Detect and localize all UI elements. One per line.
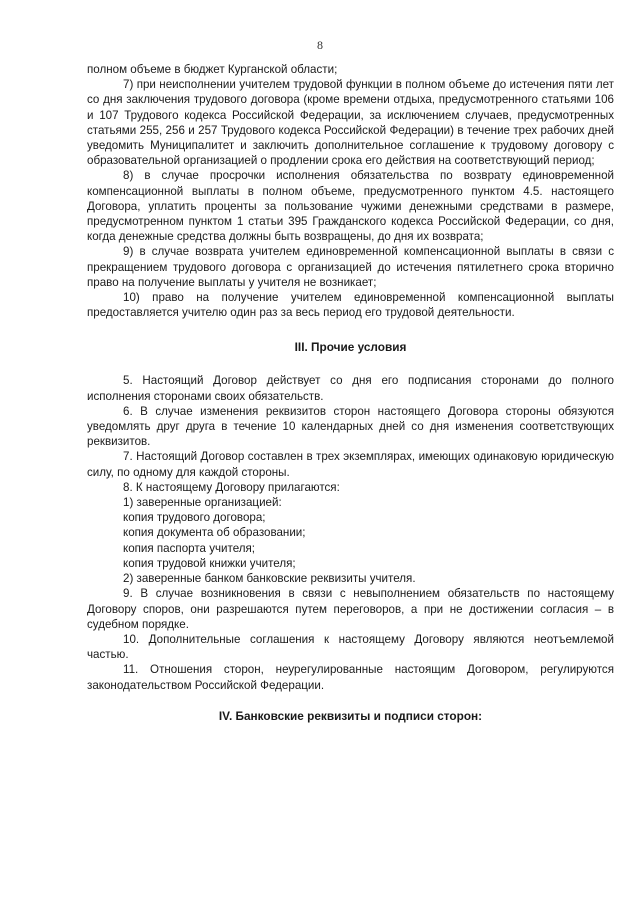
attachment-list-item: 1) заверенные организацией: [123,496,282,510]
attachment-list-item: копия документа об образовании; [123,526,306,540]
item-5: 5. Настоящий Договор действует со дня его подписания сторонами до полного исполнения сторонами своих обязательств. [87,374,614,403]
item-11: 11. Отношения сторон, неурегулированные настоящим Договором, регулируются законодательством Российской Федерации. [87,663,614,692]
item-8: 8. К настоящему Договору прилагаются: [123,480,340,494]
clause-7: 7) при неисполнении учителем трудовой функции в полном объеме до истечения пяти лет со дня заключения трудового договора (кроме времени отдыха, предусмотренного статьями 106 и 107 Трудового кодекса Российской Федерации, за исключением случаев, предусмотренных статьями 255, 256 и 257 Трудового кодекса Российской Федерации) в течение трех рабочих дней уведомить Муниципалитет и заключить дополнительное соглашение к трудовому договору с образовательной организацией о продлении срока его действия на соответствующий период; [87,78,614,168]
attachment-list-item: копия паспорта учителя; [123,541,256,555]
attachment-list-item: копия трудовой книжки учителя; [123,556,296,570]
document-body [87,62,614,724]
item-6: 6. В случае изменения реквизитов сторон настоящего Договора стороны обязуются уведомлять друг друга в течение 10 календарных дней со дня изменения соответствующих реквизитов. [87,404,614,449]
page-number: 8 [317,38,323,52]
attachment-list-item: 2) заверенные банком банковские реквизиты учителя. [123,572,416,586]
clause-10: 10) право на получение учителем единовременной компенсационной выплаты предоставляется учителю один раз за весь период его трудовой деятельности. [87,291,614,320]
section-3-heading: III. Прочие условия [294,340,407,355]
section-4-heading: IV. Банковские реквизиты и подписи сторон: [218,708,483,723]
item-10: 10. Дополнительные соглашения к настоящему Договору являются неотъемлемой частью. [87,632,614,662]
item-7: 7. Настоящий Договор составлен в трех экземплярах, имеющих одинаковую юридическую силу, по одному для каждой стороны. [87,450,614,479]
clause-9: 9) в случае возврата учителем единовременной компенсационной выплаты в связи с прекращением трудового договора с организацией до истечения пятилетнего срока вторично право на получение выплаты у учителя не возникает; [87,245,614,289]
paragraph-continuation: полном объеме в бюджет Курганской области; [87,63,338,76]
item-9: 9. В случае возникновения в связи с невыполнением обязательств по настоящему Договору споров, они разрешаются путем переговоров, а при не достижении согласия – в судебном порядке. [87,587,614,631]
clause-8: 8) в случае просрочки исполнения обязательства по возврату единовременной компенсационной выплаты в полном объеме, предусмотренного пунктом 4.5. настоящего Договора, уплатить проценты за пользование чужими денежными средствами в размере, предусмотренном пунктом 1 статьи 395 Гражданского кодекса Российской Федерации, со дня, когда денежные средства должны быть возвращены, до дня их возврата; [87,169,614,244]
attachment-list-item: копия трудового договора; [123,511,266,525]
